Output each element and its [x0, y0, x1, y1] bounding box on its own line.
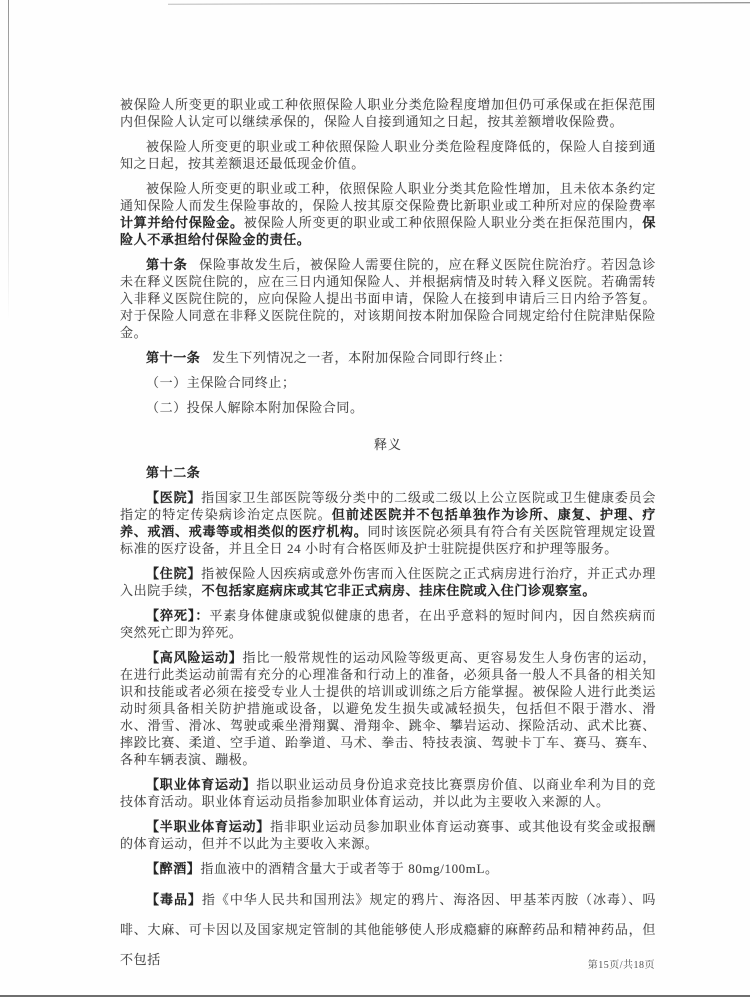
clause-text: （一）主保险合同终止； [146, 375, 296, 390]
definition-hospitalization [120, 565, 656, 599]
definition-term-hospitalization: 【住院】 [146, 566, 202, 581]
definition-professional-sports [120, 776, 656, 810]
clause-text: 被保险人所变更的职业或工种依照保险人职业分类危险程度降低的，保险人自接到通知之日起，按其差额退还最低现金价值。 [120, 139, 656, 171]
page-content [120, 96, 656, 983]
definition-term-sudden-death: 【猝死】： [146, 608, 210, 623]
clause-text: 保险事故发生后，被保险人需要住院的，应在释义医院住院治疗。若因急诊未在释义医院住院的，应在三日内通知保险人、并根据病情及时转入释义医院。若确需转入非释义医院住院的，应向保险人提出书面申请，保险人在接到申请后三日内给予答复。对于保险人同意在非释义医院住院的，对该期间按本附加保险合同规定给付住院津贴保险金。 [120, 257, 656, 340]
definition-text: 指比一般常规性的运动风险等级更高、更容易发生人身伤害的运动，在进行此类运动前需有充分的心理准备和行动上的准备，必须具备一般人不具备的相关知识和技能或者必须在接受专业人士提供的培训或训练之后方能掌握。被保险人进行此类运动时须具备相关防护措施或设备，以避免发生损失或减轻损失，包括但不限于潜水、滑水、滑雪、滑冰、驾驶或乘坐滑翔翼、滑翔伞、跳伞、攀岩运动、探险活动、武术比赛、摔跤比赛、柔道、空手道、跆拳道、马术、拳击、特技表演、驾驶卡丁车、赛马、赛车、各种车辆表演、蹦极。 [120, 650, 656, 767]
scan-artifact-top-line [168, 2, 750, 5]
definition-sudden-death [120, 607, 656, 641]
definition-text: 指以职业运动员身份追求竞技比赛票房价值、以商业牟利为目的竞技体育活动。职业体育运动员指参加职业体育运动，并以此为主要收入来源的人。 [120, 777, 656, 809]
clause-paragraph-occupation-decrease [120, 138, 656, 172]
clause-text: （二）投保人解除本附加保险合同。 [146, 400, 364, 415]
article-10-paragraph [120, 256, 656, 341]
article-12-label: 第十二条 [146, 465, 201, 480]
clause-bold-text: 计算并给付保险金。 [120, 215, 244, 230]
definition-term-professional-sports: 【职业体育运动】 [146, 777, 257, 792]
definition-term-drunkenness: 【醉酒】 [146, 861, 201, 876]
article-12-paragraph [120, 464, 656, 481]
definition-text: 指被保险人因疾病或意外伤害而入住医院之正式病房进行治疗，并正式办理入出院手续， [120, 566, 656, 598]
definition-bold-text: 不包括家庭病床或其它非正式病房、挂床住院或入住门诊观察室。 [201, 583, 597, 598]
definition-term-high-risk-sports: 【高风险运动】 [146, 650, 243, 665]
definition-term-semi-professional-sports: 【半职业体育运动】 [146, 819, 271, 834]
page-number: 第15页/共18页 [587, 960, 655, 971]
article-11-item-1 [120, 374, 656, 391]
definition-text: 指《中华人民共和国刑法》规定的鸦片、海洛因、甲基苯丙胺（冰毒）、吗啡、大麻、可卡因以及国家规定管制的其他能够使人形成瘾癖的麻醉药品和精神药品，但不包括 [120, 892, 656, 967]
definition-term-drugs: 【毒品】 [146, 892, 202, 907]
article-11-label: 第十一条 [146, 350, 201, 365]
article-10-label: 第十条 [146, 257, 188, 272]
definition-semi-professional-sports [120, 818, 656, 852]
definition-term-hospital: 【医院】 [146, 490, 202, 505]
clause-text: 发生下列情况之一者，本附加保险合同即行终止： [212, 350, 512, 365]
definition-text: 指非职业运动员参加职业体育运动赛事、或其他设有奖金或报酬的体育运动，但并不以此为主要收入来源。 [120, 819, 656, 851]
definition-hospital [120, 489, 656, 557]
clause-text: 被保险人所变更的职业或工种依照保险人职业分类在拒保范围内， [243, 215, 643, 230]
clause-bold-text: 保险人不承担给付保险金的责任。 [120, 215, 657, 247]
article-11-item-2 [120, 399, 656, 416]
definition-text: 平素身体健康或貌似健康的患者，在出乎意料的短时间内，因自然疾病而突然死亡即为猝死。 [120, 608, 656, 640]
definition-text: 指血液中的酒精含量大于或者等于 80mg/100mL。 [200, 861, 499, 876]
scan-artifact-left-line [8, 0, 9, 320]
clause-paragraph-occupation-increase [120, 96, 656, 130]
definition-high-risk-sports [120, 649, 656, 768]
clause-paragraph-occupation-unnotified [120, 180, 656, 248]
definitions-section-heading: 释义 [373, 437, 402, 452]
article-11-paragraph [120, 349, 656, 366]
clause-text: 被保险人所变更的职业或工种，依照保险人职业分类其危险性增加，且未依本条约定通知保险人而发生保险事故的，保险人按其原交保险费比新职业或工种所对应的保险费率 [120, 181, 656, 213]
definition-drugs [120, 885, 656, 975]
definition-drunkenness [120, 860, 656, 877]
definition-text: 指国家卫生部医院等级分类中的二级或二级以上公立医院或卫生健康委员会指定的特定传染病诊治定点医院。 [120, 490, 656, 522]
scan-artifact-bottom-line [0, 995, 750, 997]
definition-bold-text: 但前述医院并不包括单独作为诊所、康复、护理、疗养、戒酒、戒毒等或相类似的医疗机构。 [120, 507, 656, 539]
clause-text: 被保险人所变更的职业或工种依照保险人职业分类危险程度增加但仍可承保或在拒保范围内但保险人认定可以继续承保的，保险人自接到通知之日起，按其差额增收保险费。 [120, 97, 656, 129]
definition-text: 同时该医院必须具有符合有关医院管理规定设置标准的医疗设备，并且全日 24 小时有合格医师及护士驻院提供医疗和护理等服务。 [120, 524, 656, 556]
